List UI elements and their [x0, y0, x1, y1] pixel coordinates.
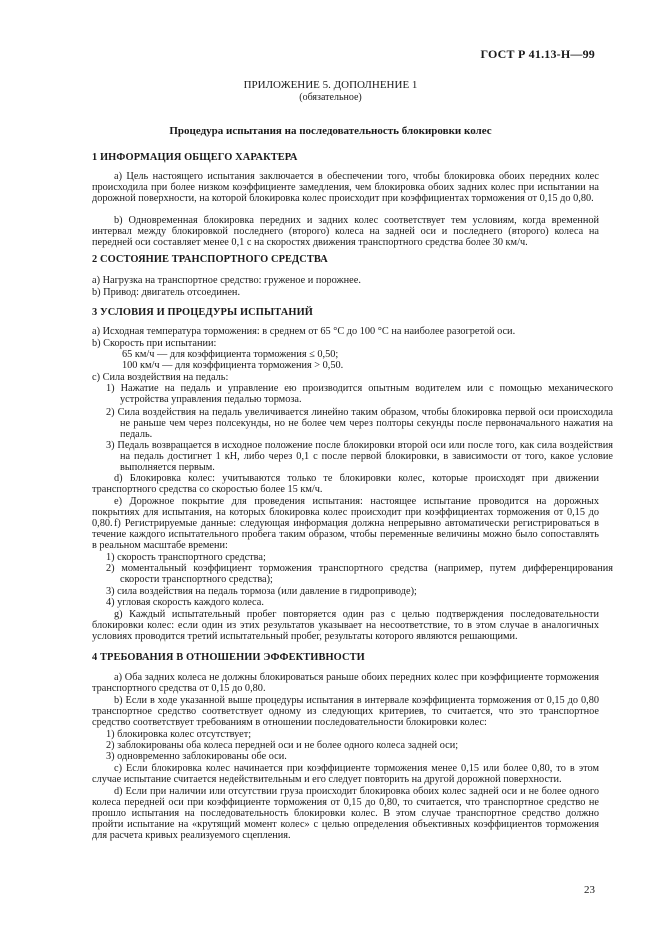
s3-para-f: f) Регистрируемые данные: следующая информация должна непрерывно автоматически регистрироваться в течение каждого испытательного пробега таким образом, чтобы переменные величины можно было сопоставлять в реальном масштабе времени: [92, 518, 599, 551]
s3-para-d: d) Блокировка колес: учитываются только те блокировки колес, которые происходят при движении транспортного средства со скоростью более 15 км/ч. [92, 473, 599, 495]
standard-code: ГОСТ Р 41.13-Н—99 [480, 47, 595, 61]
appendix-title: ПРИЛОЖЕНИЕ 5. ДОПОЛНЕНИЕ 1 [243, 79, 418, 91]
s4-para-d: d) Если при наличии или отсутствии груза происходит блокировка обоих колес задней оси и не более одного колеса передней оси при коэффициенте торможения от 0,15 до 0,80, то считается, что транспортное средство не прошло испытания на последовательность блокировки колес. В этом случае транспортное средство должно пройти испытание на «крутящий момент колес» с целью определения объективных коэффициентов торможения для расчета кривых реализуемого сцепления. [92, 786, 599, 841]
s3-para-a: а) Исходная температура торможения: в среднем от 65 °С до 100 °С на наиболее разогретой оси. [92, 326, 516, 337]
s3-pedal-2: 2) Сила воздействия на педаль увеличивается линейно таким образом, чтобы блокировка первой оси происходила не раньше чем через полсекунды, но не более чем через полторы секунды после первоначального нажатия на педаль. [106, 407, 613, 440]
s3-record-2: 2) моментальный коэффициент торможения транспортного средства (например, путем дифференцирования скорости транспортного средства); [106, 563, 613, 585]
s3-speed-2: 100 км/ч — для коэффициента торможения > 0,50. [122, 360, 344, 371]
s3-para-e: e) Дорожное покрытие для проведения испытания: настоящее испытание проводится на дорожных покрытиях для испытания, на которых блокировка колес происходит при коэффициентах торможения от 0,15 до 0,80. [92, 496, 599, 529]
section-2-heading: 2 СОСТОЯНИЕ ТРАНСПОРТНОГО СРЕДСТВА [92, 254, 328, 265]
s2-para-b: b) Привод: двигатель отсоединен. [92, 287, 241, 298]
s4-para-a: а) Оба задних колеса не должны блокироваться раньше обоих передних колес при коэффициенте торможения транспортного средства от 0,15 до 0,80. [92, 672, 599, 694]
s4-criterion-2: 2) заблокированы оба колеса передней оси и не более одного колеса задней оси; [106, 740, 459, 751]
section-4-heading: 4 ТРЕБОВАНИЯ В ОТНОШЕНИИ ЭФФЕКТИВНОСТИ [92, 652, 365, 663]
s3-para-c: с) Сила воздействия на педаль: [92, 372, 229, 383]
s3-speed-1: 65 км/ч — для коэффициента торможения ≤ 0,50; [122, 349, 339, 360]
s1-para-b: b) Одновременная блокировка передних и задних колес соответствует тем условиям, когда временной интервал между блокировкой последнего (второго) колеса на задней оси и последнего (второго) колеса на передней оси составляет менее 0,1 с на скоростях движения транспортного средства более 30 км/ч. [92, 215, 599, 248]
s3-record-1: 1) скорость транспортного средства; [106, 552, 266, 563]
document-title: Процедура испытания на последовательность блокировки колес [169, 125, 492, 137]
s4-para-c: с) Если блокировка колес начинается при коэффициенте торможения менее 0,15 или более 0,80, то в этом случае испытание считается недействительным и его следует повторить на другой дорожной поверхности. [92, 763, 599, 785]
s4-criterion-3: 3) одновременно заблокированы обе оси. [106, 751, 287, 762]
s1-para-a: а) Цель настоящего испытания заключается в обеспечении того, чтобы блокировка обоих передних колес происходила при более низком коэффициенте замедления, чем блокировка обоих задних колес при испытании на дорожной поверхности, на которой блокировка колес происходит при коэффициентах торможения от 0,15 до 0,80. [92, 171, 599, 204]
appendix-subtitle: (обязательное) [299, 92, 362, 103]
s3-record-3: 3) сила воздействия на педаль тормоза (или давление в гидроприводе); [106, 586, 417, 597]
s3-record-4: 4) угловая скорость каждого колеса. [106, 597, 264, 608]
s3-pedal-1: 1) Нажатие на педаль и управление ею производится опытным водителем или с помощью механического устройства управления педалью тормоза. [106, 383, 613, 405]
page-number: 23 [584, 884, 595, 896]
section-3-heading: 3 УСЛОВИЯ И ПРОЦЕДУРЫ ИСПЫТАНИЙ [92, 307, 313, 318]
s3-pedal-3: 3) Педаль возвращается в исходное положение после блокировки второй оси или после того, как сила воздействия на педаль достигнет 1 кН, либо через 0,1 с после первой блокировки, в зависимости от того, какое условие выполняется первым. [106, 440, 613, 473]
s4-para-b: b) Если в ходе указанной выше процедуры испытания в интервале коэффициента торможения от 0,15 до 0,80 транспортное средство соответствует одному из следующих критериев, то считается, что это транспортное средство соответствует требованиям в отношении последовательности блокировки колес: [92, 695, 599, 728]
s4-criterion-1: 1) блокировка колес отсутствует; [106, 729, 252, 740]
s3-para-b: b) Скорость при испытании: [92, 338, 217, 349]
section-1-heading: 1 ИНФОРМАЦИЯ ОБЩЕГО ХАРАКТЕРА [92, 152, 298, 163]
s2-para-a: а) Нагрузка на транспортное средство: груженое и порожнее. [92, 275, 361, 286]
s3-para-g: g) Каждый испытательный пробег повторяется один раз с целью подтверждения последовательности блокировки колес: если один из этих результатов указывает на несоответствие, то в этом случае в аналогичных условиях проводится третий испытательный пробег, результаты которого являются решающими. [92, 609, 599, 642]
